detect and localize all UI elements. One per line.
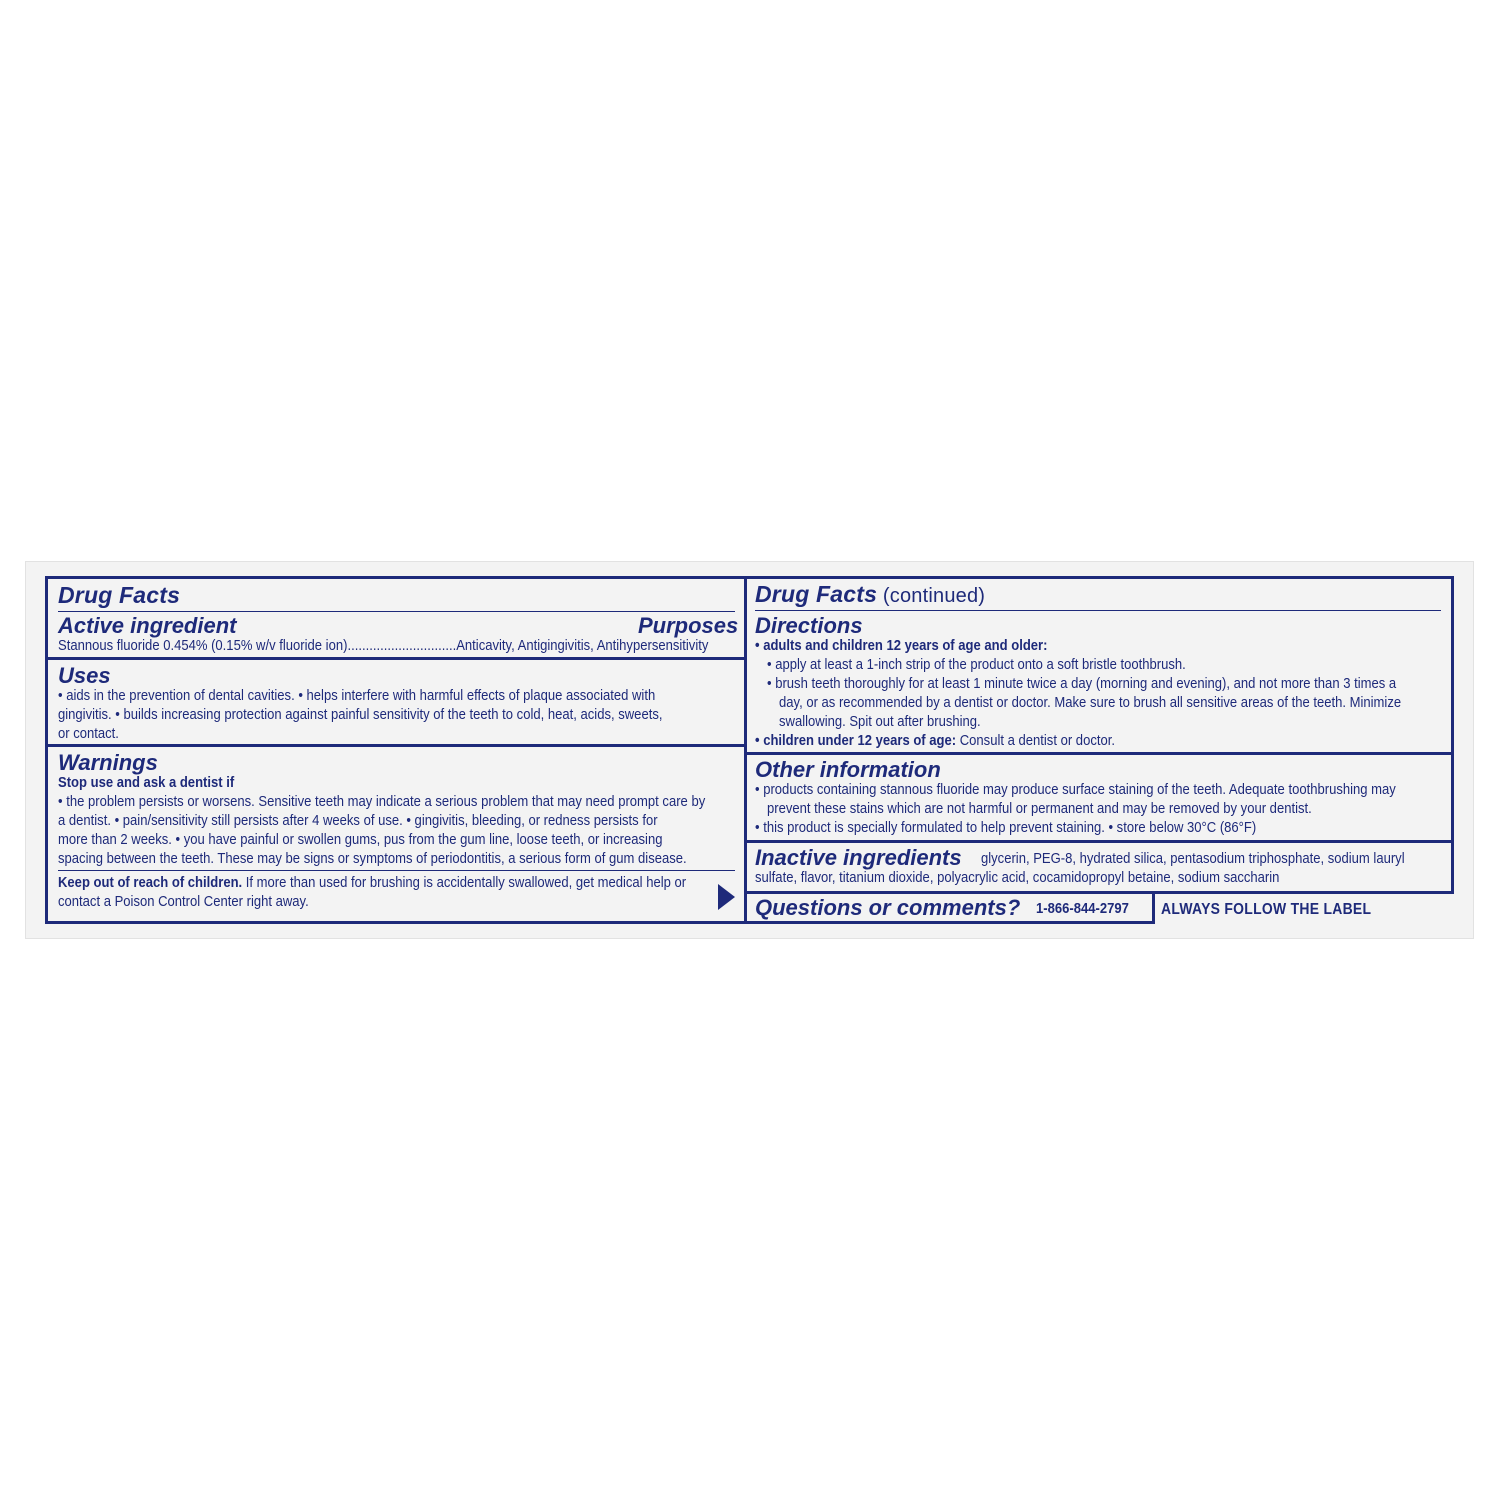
other-info-line: • products containing stannous fluoride may produce surface staining of the teeth. Adequate toothbrushing may	[755, 782, 1396, 798]
directions-line: • apply at least a 1-inch strip of the product onto a soft bristle toothbrush.	[767, 657, 1186, 673]
other-info-line: prevent these stains which are not harmful or permanent and may be removed by your dentist.	[767, 801, 1312, 817]
keep-out-bold: Keep out of reach of children.	[58, 875, 243, 891]
section-divider	[744, 840, 1454, 843]
other-information-heading: Other information	[755, 757, 941, 782]
divider	[58, 611, 735, 612]
purposes-heading: Purposes	[638, 613, 739, 638]
always-follow-label: ALWAYS FOLLOW THE LABEL	[1161, 901, 1372, 918]
warnings-heading: Warnings	[58, 750, 158, 775]
inactive-ingredients-heading: Inactive ingredients	[755, 845, 962, 870]
uses-heading: Uses	[58, 663, 111, 688]
phone-number: 1-866-844-2797	[1036, 901, 1129, 917]
uses-line: gingivitis. • builds increasing protection against painful sensitivity of the teeth to cold, heat, acids, sweets,	[58, 707, 663, 723]
inactive-ingredients-line: glycerin, PEG-8, hydrated silica, pentasodium triphosphate, sodium lauryl	[981, 851, 1405, 867]
warnings-line: a dentist. • pain/sensitivity still persists after 4 weeks of use. • gingivitis, bleeding, or redness persists for	[58, 813, 658, 829]
warnings-line: • the problem persists or worsens. Sensitive teeth may indicate a serious problem that may need prompt care by	[58, 794, 706, 810]
other-info-line: • this product is specially formulated to help prevent staining. • store below 30°C (86°F)	[755, 820, 1257, 836]
warnings-line: spacing between the teeth. These may be signs or symptoms of periodontitis, a serious form of gum disease.	[58, 851, 687, 867]
section-divider	[45, 744, 747, 747]
uses-line: • aids in the prevention of dental cavities. • helps interfere with harmful effects of plaque associated with	[58, 688, 656, 704]
children-line	[755, 732, 1115, 751]
keep-out-line	[58, 874, 686, 893]
drug-facts-title-right: Drug Facts	[755, 581, 878, 607]
triangle-right-icon	[718, 884, 735, 910]
directions-line: • brush teeth thoroughly for at least 1 minute twice a day (morning and evening), and not more than 3 times a	[767, 676, 1397, 692]
stop-use-heading: Stop use and ask a dentist if	[58, 775, 235, 791]
uses-line: or contact.	[58, 726, 119, 742]
drug-facts-title: Drug Facts	[58, 582, 181, 608]
directions-heading: Directions	[755, 613, 863, 638]
inactive-ingredients-line-2: sulfate, flavor, titanium dioxide, polyacrylic acid, cocamidopropyl betaine, sodium saccharin	[755, 870, 1280, 886]
questions-heading: Questions or comments?	[755, 895, 1021, 920]
children-bold: • children under 12 years of age:	[755, 733, 957, 749]
directions-line: day, or as recommended by a dentist or doctor. Make sure to brush all sensitive areas of the teeth. Minimize	[779, 695, 1402, 711]
active-ingredient-line: Stannous fluoride 0.454% (0.15% w/v fluoride ion)..............................Anticavity, Antigingivitis, Antihypersensitivity	[58, 638, 709, 654]
keep-out-rest: If more than used for brushing is accidentally swallowed, get medical help or	[242, 875, 687, 891]
warnings-line: more than 2 weeks. • you have painful or swollen gums, pus from the gum line, loose teeth, or increasing	[58, 832, 663, 848]
directions-line: swallowing. Spit out after brushing.	[779, 714, 981, 730]
section-divider	[744, 752, 1454, 755]
adults-line: • adults and children 12 years of age and older:	[755, 638, 1048, 654]
active-ingredient-heading: Active ingredient	[58, 613, 237, 638]
continued-label: (continued)	[877, 585, 986, 607]
divider	[755, 610, 1441, 611]
children-rest: Consult a dentist or doctor.	[956, 733, 1115, 749]
drug-facts-continued-title	[755, 581, 985, 608]
keep-out-line-2: contact a Poison Control Center right away.	[58, 894, 309, 910]
section-divider	[45, 657, 747, 660]
divider	[58, 870, 735, 871]
